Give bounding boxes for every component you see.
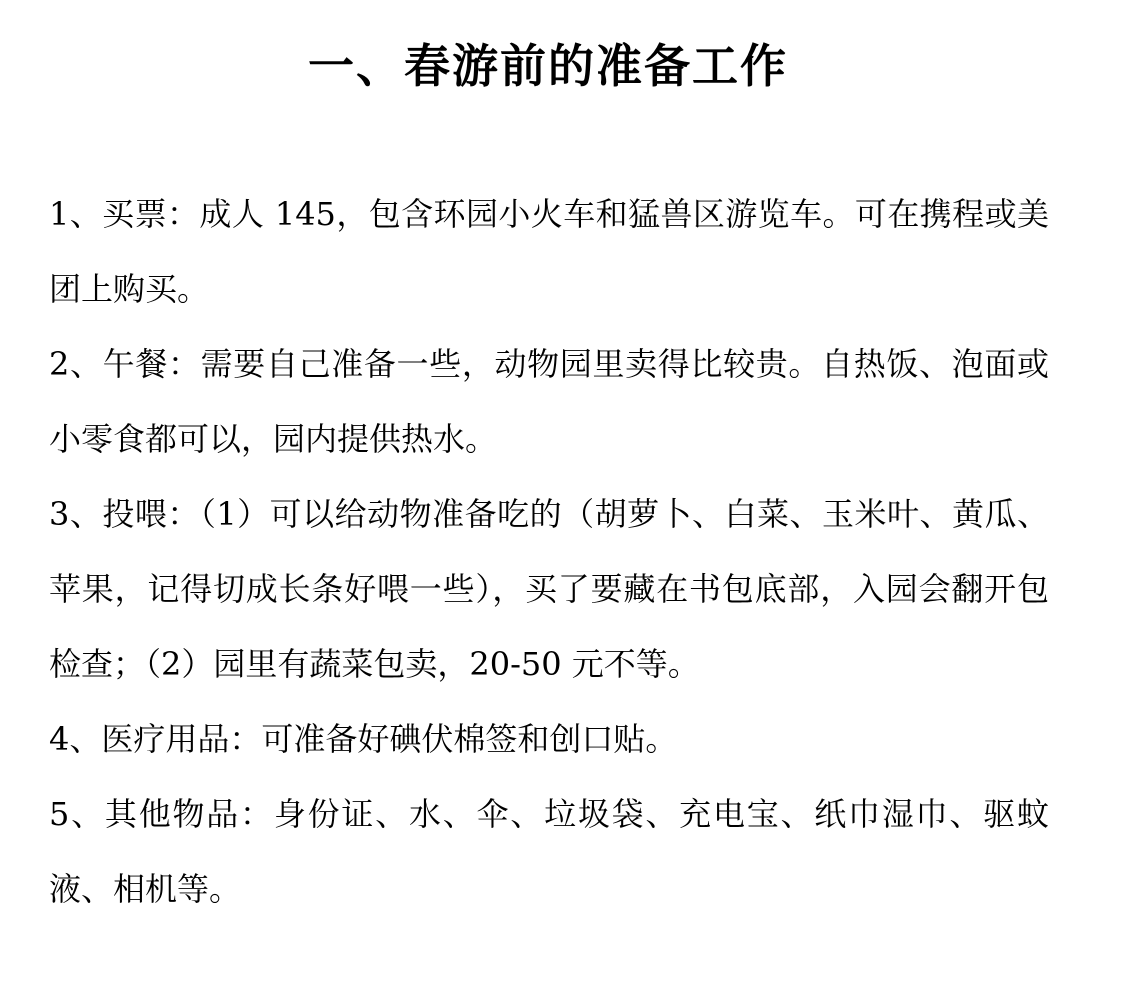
list-item-feeding: 3、投喂：（1）可以给动物准备吃的（胡萝卜、白菜、玉米叶、黄瓜、苹果，记得切成长条好喂一些），买了要藏在书包底部，入园会翻开包检查；（2）园里有蔬菜包卖，20-50 元不等。 xyxy=(49,495,1049,683)
list-item-other: 5、其他物品：身份证、水、伞、垃圾袋、充电宝、纸巾湿巾、驱蚊液、相机等。 xyxy=(49,795,1049,908)
list-item-tickets: 1、买票：成人 145，包含环园小火车和猛兽区游览车。可在携程或美团上购买。 xyxy=(49,195,1049,308)
item-list xyxy=(49,177,1049,927)
list-item-lunch: 2、午餐：需要自己准备一些，动物园里卖得比较贵。自热饭、泡面或小零食都可以，园内提供热水。 xyxy=(49,345,1049,458)
page-title: 一、春游前的准备工作 xyxy=(308,39,788,93)
list-item-medical: 4、医疗用品：可准备好碘伏棉签和创口贴。 xyxy=(49,720,678,758)
